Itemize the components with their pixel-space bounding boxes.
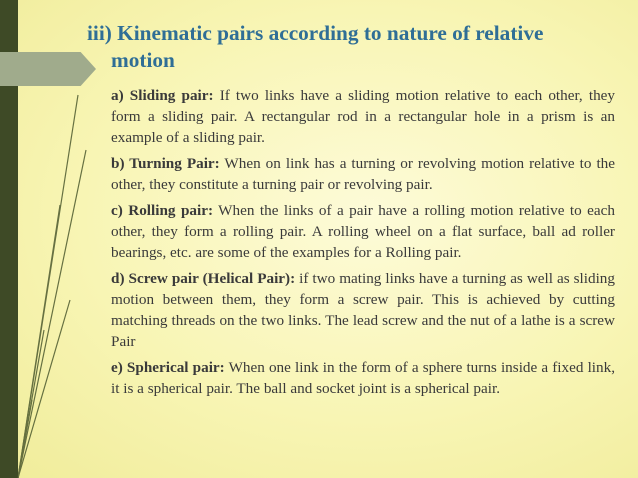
slide-content (111, 85, 615, 404)
rolling-pair-label: c) Rolling pair: (111, 202, 214, 219)
screw-pair-label: d) Screw pair (Helical Pair): (111, 270, 296, 287)
title-marker-tab (0, 52, 96, 86)
turning-pair-text: When on link has a turning or revolving motion relative to the other, they constitute a turning pair or revolving pair. (111, 155, 615, 193)
sliding-pair-paragraph (111, 85, 615, 148)
spherical-pair-paragraph (111, 357, 615, 399)
rolling-pair-paragraph (111, 200, 615, 263)
deco-line-4 (18, 300, 70, 478)
deco-line-2 (18, 150, 86, 478)
sliding-pair-text: If two links have a sliding motion relative to each other, they form a sliding pair. A rectangular rod in a rectangular hole in a prism is an example of a sliding pair. (111, 87, 615, 146)
rolling-pair-text: When the links of a pair have a rolling motion relative to each other, they form a rolling pair. A rolling wheel on a flat surface, ball ad roller bearings, etc. are some of the examples for a Rolling pair. (111, 202, 615, 261)
slide-title-line-2: motion (111, 48, 175, 72)
deco-line-3 (18, 205, 60, 478)
spherical-pair-label: e) Spherical pair: (111, 359, 225, 376)
screw-pair-text: if two mating links have a turning as well as sliding motion between them, they form a screw pair. This is achieved by cutting matching threads on the two links. The lead screw and the nut of a lathe is a screw Pair (111, 270, 615, 350)
slide-title-line-1: iii) Kinematic pairs according to nature of relative (87, 21, 544, 45)
sliding-pair-label: a) Sliding pair: (111, 87, 214, 104)
turning-pair-paragraph (111, 153, 615, 195)
screw-pair-paragraph (111, 268, 615, 352)
spherical-pair-text: When one link in the form of a sphere turns inside a fixed link, it is a spherical pair. The ball and socket joint is a spherical pair. (111, 359, 615, 397)
turning-pair-label: b) Turning Pair: (111, 155, 220, 172)
slide-title (87, 20, 615, 74)
